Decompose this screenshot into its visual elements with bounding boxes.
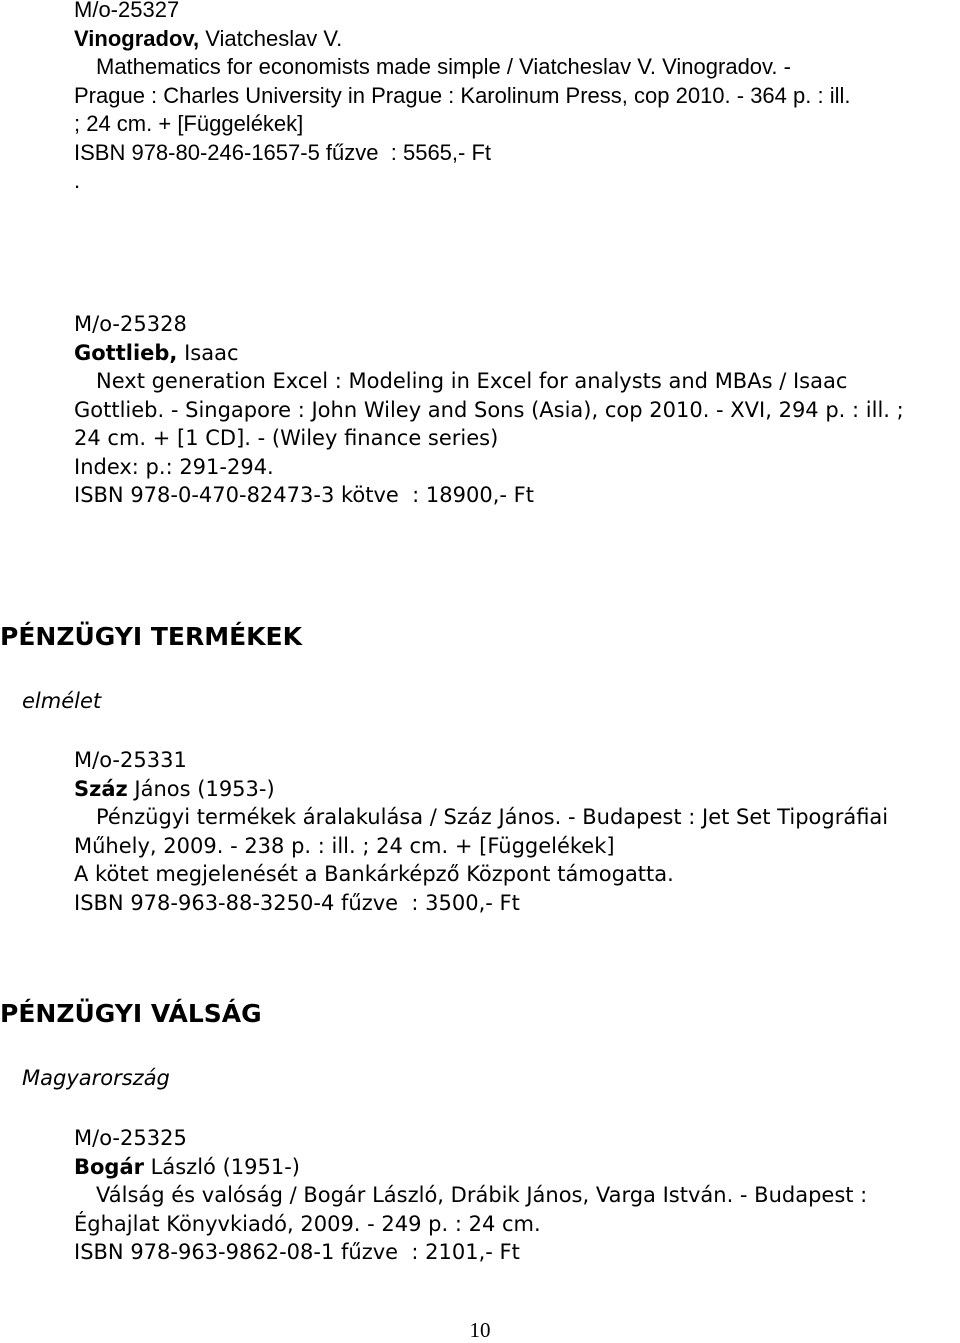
- author-surname: Száz: [74, 776, 128, 801]
- entry-note-line: Index: p.: 291-294.: [74, 454, 274, 479]
- section-heading: PÉNZÜGYI VÁLSÁG: [0, 999, 262, 1028]
- entry-note-line: A kötet megjelenését a Bankárképző Központ támogatta.: [74, 862, 674, 886]
- entry-id: M/o-25327: [74, 0, 180, 22]
- catalog-entry: [74, 310, 954, 510]
- entry-id: M/o-25328: [74, 312, 187, 336]
- entry-physical-line: 24 cm. + [1 CD]. - (Wiley finance series): [74, 426, 499, 450]
- author-given: Viatcheslav V.: [199, 25, 343, 51]
- entry-author: [74, 25, 954, 54]
- catalog-entry: [74, 0, 954, 196]
- author-given: János (1953-): [127, 776, 275, 801]
- entry-title-line: Pénzügyi termékek áralakulása / Száz János. - Budapest : Jet Set Tipográfiai: [96, 805, 889, 829]
- entry-id: M/o-25325: [74, 1126, 187, 1150]
- entry-title-line: Válság és valóság / Bogár László, Drábik János, Varga István. - Budapest :: [96, 1183, 868, 1207]
- section-subheading: elmélet: [22, 689, 102, 713]
- entry-imprint-line: Gottlieb. - Singapore : John Wiley and Sons (Asia), cop 2010. - XVI, 294 p. : ill. ;: [74, 397, 904, 422]
- section-subheading: Magyarország: [22, 1066, 170, 1090]
- author-given: László (1951-): [144, 1154, 300, 1179]
- entry-isbn-line: ISBN 978-80-246-1657-5 fűzve : 5565,- Ft: [74, 139, 492, 165]
- entry-id: M/o-25331: [74, 748, 187, 772]
- entry-isbn-line: ISBN 978-963-88-3250-4 fűzve : 3500,- Ft: [74, 890, 520, 915]
- catalog-entry: [74, 1124, 954, 1267]
- entry-isbn-line: ISBN 978-963-9862-08-1 fűzve : 2101,- Ft: [74, 1240, 520, 1264]
- author-surname: Gottlieb,: [74, 340, 178, 365]
- entry-isbn-line: ISBN 978-0-470-82473-3 kötve : 18900,- Ft: [74, 483, 534, 507]
- section-heading: PÉNZÜGYI TERMÉKEK: [0, 622, 302, 651]
- entry-imprint-line: Műhely, 2009. - 238 p. : ill. ; 24 cm. + [Függelékek]: [74, 833, 615, 858]
- page-number: 10: [469, 1318, 491, 1342]
- entry-imprint-line: Prague : Charles University in Prague : Karolinum Press, cop 2010. - 364 p. : ill.: [74, 82, 851, 108]
- entry-author: [74, 339, 954, 368]
- entry-title-line: Mathematics for economists made simple / Viatcheslav V. Vinogradov. -: [96, 54, 791, 79]
- author-surname: Vinogradov,: [74, 25, 200, 51]
- entry-author: [74, 775, 954, 804]
- entry-imprint-line: Éghajlat Könyvkiadó, 2009. - 249 p. : 24 cm.: [74, 1211, 541, 1236]
- entry-physical-line: ; 24 cm. + [Függelékek]: [74, 111, 304, 136]
- author-surname: Bogár: [74, 1154, 144, 1179]
- entry-author: [74, 1153, 954, 1182]
- entry-title-line: Next generation Excel : Modeling in Excel for analysts and MBAs / Isaac: [96, 369, 848, 393]
- author-given: Isaac: [177, 340, 239, 365]
- entry-dot-line: .: [74, 168, 81, 193]
- catalog-entry: [74, 746, 954, 917]
